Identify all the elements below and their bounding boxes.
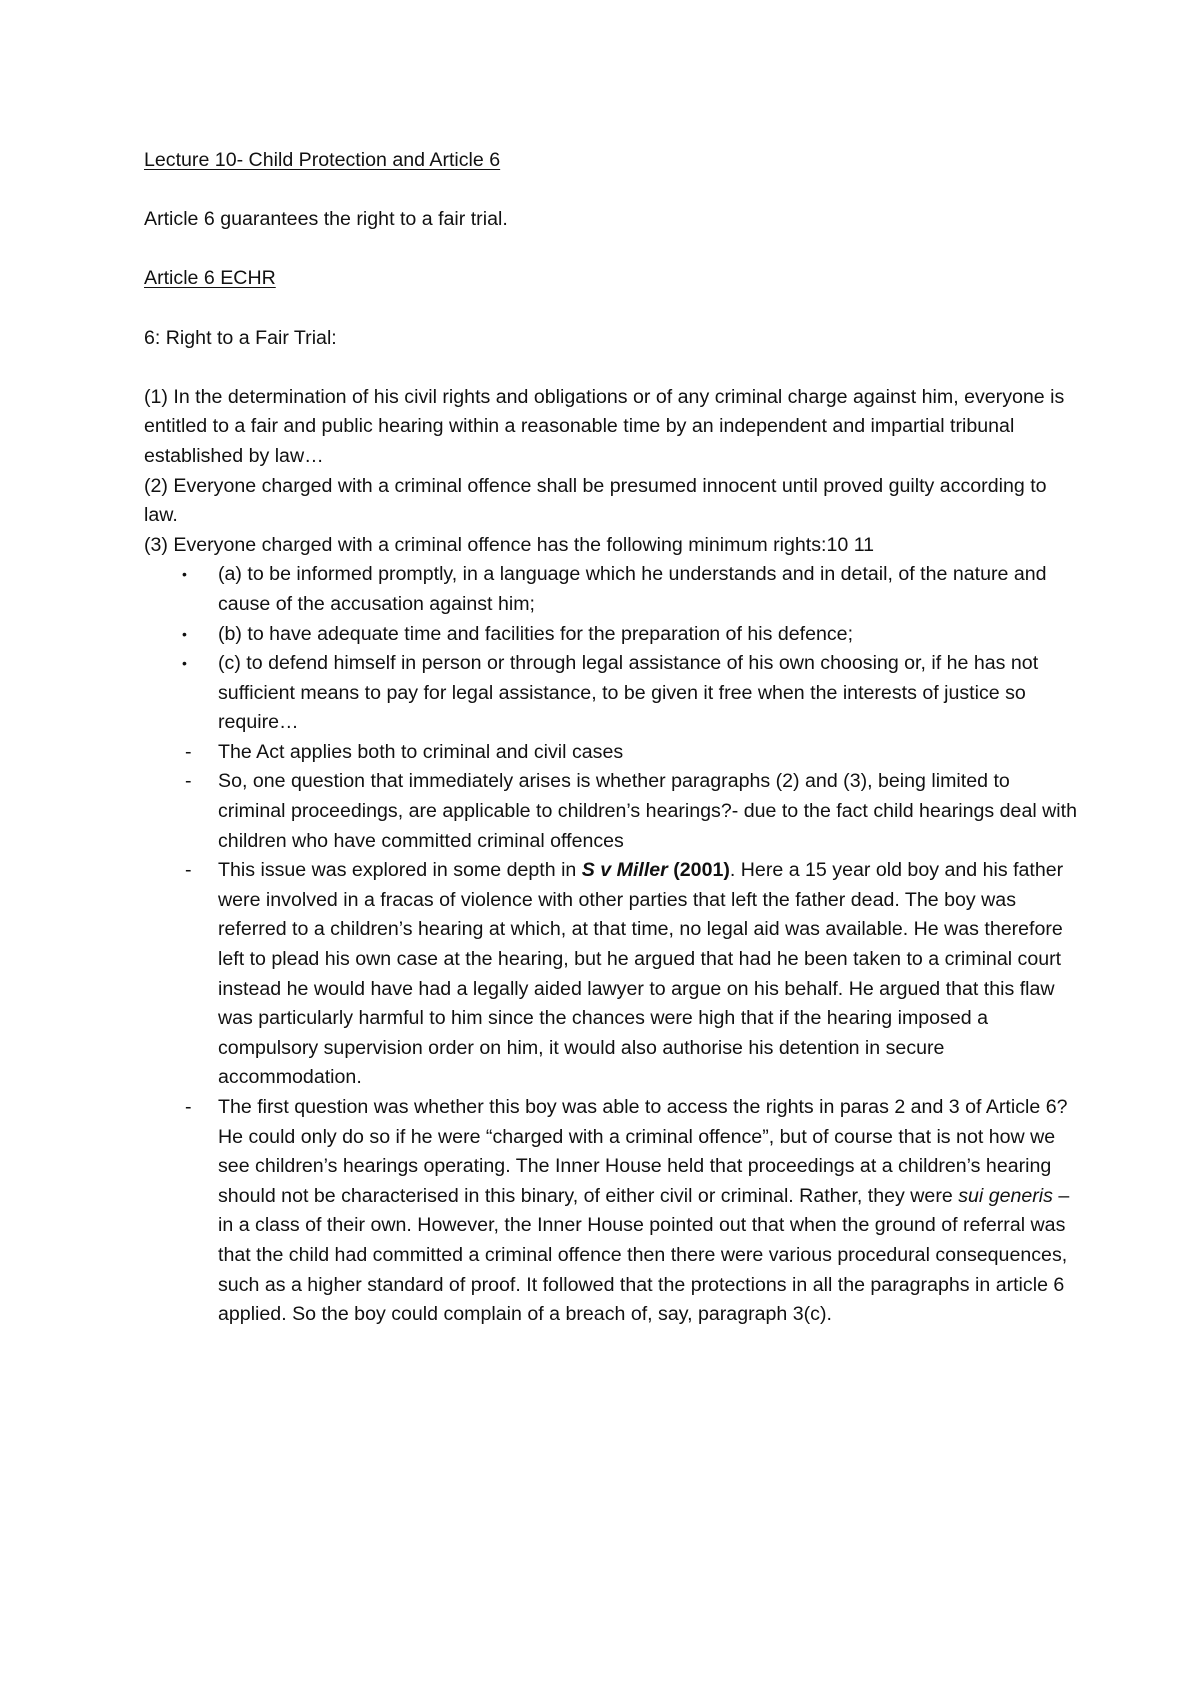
latin-term: sui generis [958,1184,1053,1207]
article-heading: 6: Right to a Fair Trial: [144,326,337,349]
list-item [144,560,1080,619]
dash-marker: - [185,740,192,763]
list-item [144,856,1080,1093]
intro-paragraph: Article 6 guarantees the right to a fair trial. [144,208,508,231]
dash-marker: - [185,770,192,793]
note-text-pre: This issue was explored in some depth in [218,859,582,882]
note-text [218,1096,1069,1325]
list-item-text: (a) to be informed promptly, in a language which he understands and in detail, of the nature and cause of the accusation against him; [218,563,1047,615]
note-text-post: . Here a 15 year old boy and his father were involved in a fracas of violence with other parties that left the father dead. The boy was referred to a children’s hearing at which, at that time, no legal aid was available. He was therefore left to plead his own case at the hearing, but he argued that had he been taken to a criminal court instead he would have had a legally aided lawyer to argue on his behalf. He argued that this flaw was particularly harmful to him since the chances were high that if the hearing imposed a compulsory supervision order on him, it would also authorise his detention in secure accommodation. [218,859,1064,1089]
list-item-text: (c) to defend himself in person or through legal assistance of his own choosing or, if he has not sufficient means to pay for legal assistance, to be given it free when the interests of justice so require… [218,652,1039,734]
note-text [218,859,1063,1088]
article-para-1: (1) In the determination of his civil rights and obligations or of any criminal charge against him, everyone is entitled to a fair and public hearing within a reasonable time by an independent and impartial tribunal established by law… [144,385,1065,467]
case-year: (2001) [673,859,730,882]
section-heading: Article 6 ECHR [144,267,276,290]
list-item [144,738,1080,768]
case-name: S v Miller [581,859,668,882]
dash-marker: - [185,1096,192,1118]
minimum-rights-list [144,560,1080,738]
list-item [144,649,1080,738]
note-text: So, one question that immediately arises is whether paragraphs (2) and (3), being limited to criminal proceedings, are applicable to children’s hearings?- due to the fact child hearings deal with children who have committed criminal offences [218,770,1077,852]
bullet-marker: • [182,655,187,672]
list-item [144,1093,1080,1330]
note-text: The Act applies both to criminal and civil cases [218,740,624,763]
dash-marker: - [185,859,192,882]
list-item [144,767,1080,856]
note-text-pre: The first question was whether this boy was able to access the rights in paras 2 and 3 of Article 6? He could only do so if he were “charged with a criminal offence”, but of course that is not how we see children’s hearings operating. The Inner House held that proceedings at a children’s hearing should not be characterised in this binary, of either civil or criminal. Rather, they were [218,1096,1068,1207]
notes-list [144,738,1080,1330]
list-item [144,620,1080,650]
note-text-post: – in a class of their own. However, the Inner House pointed out that when the ground of referral was that the child had committed a criminal offence then there were various procedural consequences, such as a higher standard of proof. It followed that the protections in all the paragraphs in article 6 applied. So the boy could complain of a breach of, say, paragraph 3(c). [218,1184,1070,1326]
article-para-2: (2) Everyone charged with a criminal offence shall be presumed innocent until proved guilty according to law. [144,474,1047,527]
bullet-marker: • [182,625,187,642]
lecture-title: Lecture 10- Child Protection and Article 6 [144,149,501,171]
list-item-text: (b) to have adequate time and facilities for the preparation of his defence; [218,622,854,645]
bullet-marker: • [182,566,187,583]
article-para-3: (3) Everyone charged with a criminal offence has the following minimum rights:10 11 [144,533,875,556]
